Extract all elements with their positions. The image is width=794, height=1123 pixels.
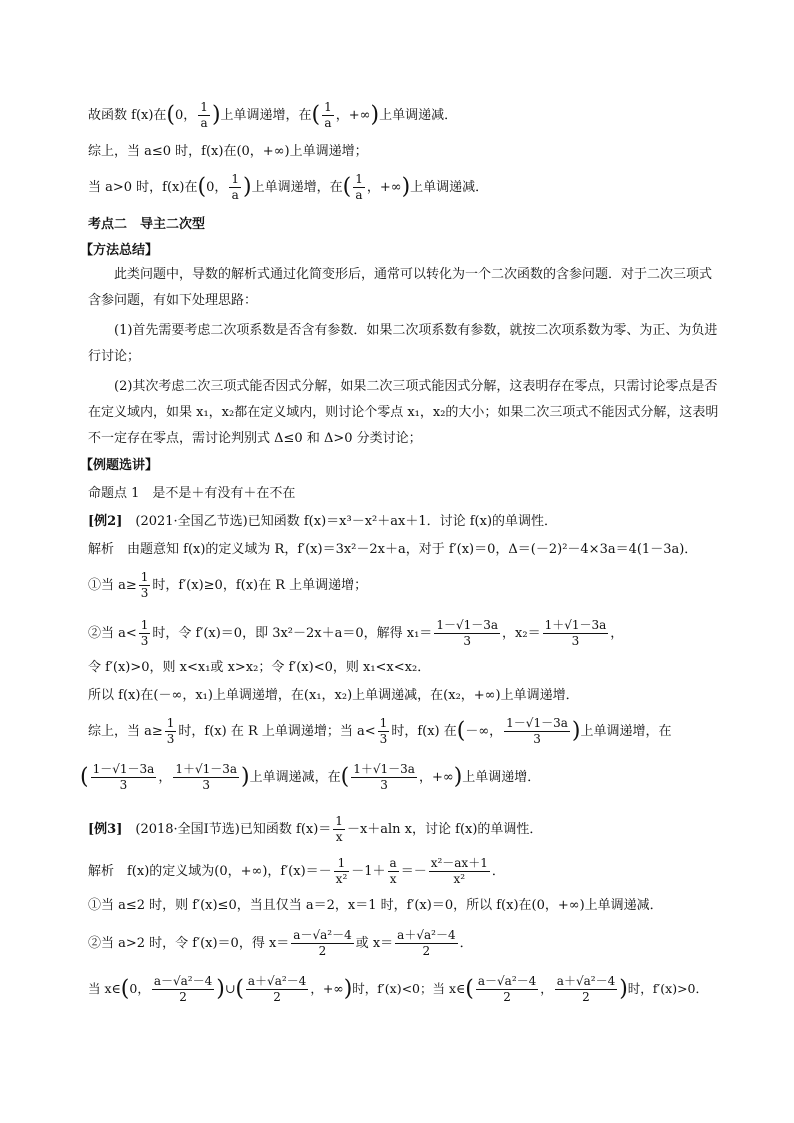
example-2-summary-1: 综上，当 a≥ $\frac{1}{3}$ 时，f(x) 在 R 上单调递增；当 a< $\frac{1}{3}$ 时，f(x) 在(－∞， $\frac{1-√1-3a}{3}$ )上单调递增，在 <box>88 716 672 746</box>
section-heading: 考点二 导主二次型 <box>88 217 206 232</box>
method-tag: 【方法总结】 <box>80 243 159 258</box>
method-paragraph-3: (2)其次考虑二次三项式能否因式分解，如果二次三项式能因式分解，这表明存在零点，只需讨论零点是否在定义域内，如果 x₁，x₂都在定义域内，则讨论个零点 x₁，x₂的大小；如果二次三项式不能因式分解，这表明不一定存在零点，需讨论判别式 Δ≤0 和 Δ>0 分类讨论； <box>88 379 719 446</box>
example-2-solution: 解析 由题意知 f(x)的定义域为 R，f′(x)＝3x²－2x＋a，对于 f′(x)＝0，Δ＝(－2)²－4×3a＝4(1－3a)． <box>88 542 698 557</box>
example-2-statement: [例2] (2021·全国乙节选)已知函数 f(x)＝x³－x²＋ax＋1．讨论 f(x)的单调性． <box>88 514 558 529</box>
example-2-case-4: 所以 f(x)在(－∞，x₁)上单调递增，在(x₁，x₂)上单调递减，在(x₂，+∞)上单调递增． <box>88 688 579 703</box>
fraction: $\frac{1}{a}$ <box>200 100 208 130</box>
example-2-case-2: ②当 a< $\frac{1}{3}$ 时，令 f′(x)＝0，即 3x²－2x＋a＝0，解得 x₁＝ $\frac{1-√1-3a}{3}$ ，x₂＝ $\frac{1+√1-3a}{3}$ ， <box>88 618 624 648</box>
method-paragraph-1: 此类问题中，导数的解析式通过化简变形后，通常可以转化为一个二次函数的含参问题．对于二次三项式含参问题，有如下处理思路： <box>88 267 713 308</box>
example-2-summary-2: ( $\frac{1-√1-3a}{3}$ ， $\frac{1+√1-3a}{3}$ )上单调递减，在( $\frac{1+√1-3a}{3}$ ，+∞)上单调递增． <box>80 762 541 792</box>
method-paragraph-2: (1)首先需要考虑二次项系数是否含有参数．如果二次项系数有参数，就按二次项系数为零、为正、为负进行讨论； <box>88 323 718 364</box>
summary-line: 综上，当 a≤0 时，f(x)在(0，+∞)上单调递增； <box>88 144 368 159</box>
example-3-case-1: ①当 a≤2 时，则 f′(x)≤0，当且仅当 a＝2，x＝1 时，f′(x)＝0，所以 f(x)在(0，+∞)上单调递减． <box>88 898 663 913</box>
conclusion-line-2: 当 a>0 时，f(x)在(0， $\frac{1}{a}$ )上单调递增，在( $\frac{1}{a}$ ，+∞)上单调递减． <box>88 172 489 202</box>
topic-label: 命题点 1 是不是＋有没有＋在不在 <box>88 486 296 501</box>
example-3-case-2: ②当 a>2 时，令 f′(x)＝0，得 x＝ $\frac{\text{a－√a²－4}}{2}$ 或 x＝ $\frac{\text{a＋√a²－4}}{2}$ ． <box>88 928 473 958</box>
example-3-case-3: 当 x∈(0， $\frac{\text{a－√a²－4}}{2}$ )∪( $\frac{\text{a＋√a²－4}}{2}$ ，+∞)时，f′(x)<0；当 x∈( $\frac{\text{a－√a²－4}}{2}$ ， $\frac{\text{a＋√a²－4}}{2}$ )时，f′(x)>0． <box>88 974 708 1004</box>
example-3-statement: [例3] (2018·全国Ⅰ节选)已知函数 f(x)＝ $\frac{1}{x}$ －x＋aln x，讨论 f(x)的单调性． <box>88 814 543 844</box>
example-2-case-1: ①当 a≥ $\frac{1}{3}$ 时，f′(x)≥0，f(x)在 R 上单调递增； <box>88 570 368 600</box>
example-2-case-3: 令 f′(x)>0，则 x<x₁或 x>x₂；令 f′(x)<0，则 x₁<x<x₂． <box>88 660 431 675</box>
example-3-solution: 解析 f(x)的定义域为(0，+∞)，f′(x)＝－ $\frac{1}{\text{x²}}$ －1＋ $\frac{a}{x}$ ＝－ $\frac{\text{x²－ax＋1}}{\text{x²}}$ ． <box>88 856 505 886</box>
conclusion-line-1: 故函数 f(x)在(0， $\frac{1}{a}$ )上单调递增，在( $\frac{1}{a}$ ，+∞)上单调递减． <box>88 100 458 130</box>
example-tag: 【例题选讲】 <box>80 458 159 473</box>
